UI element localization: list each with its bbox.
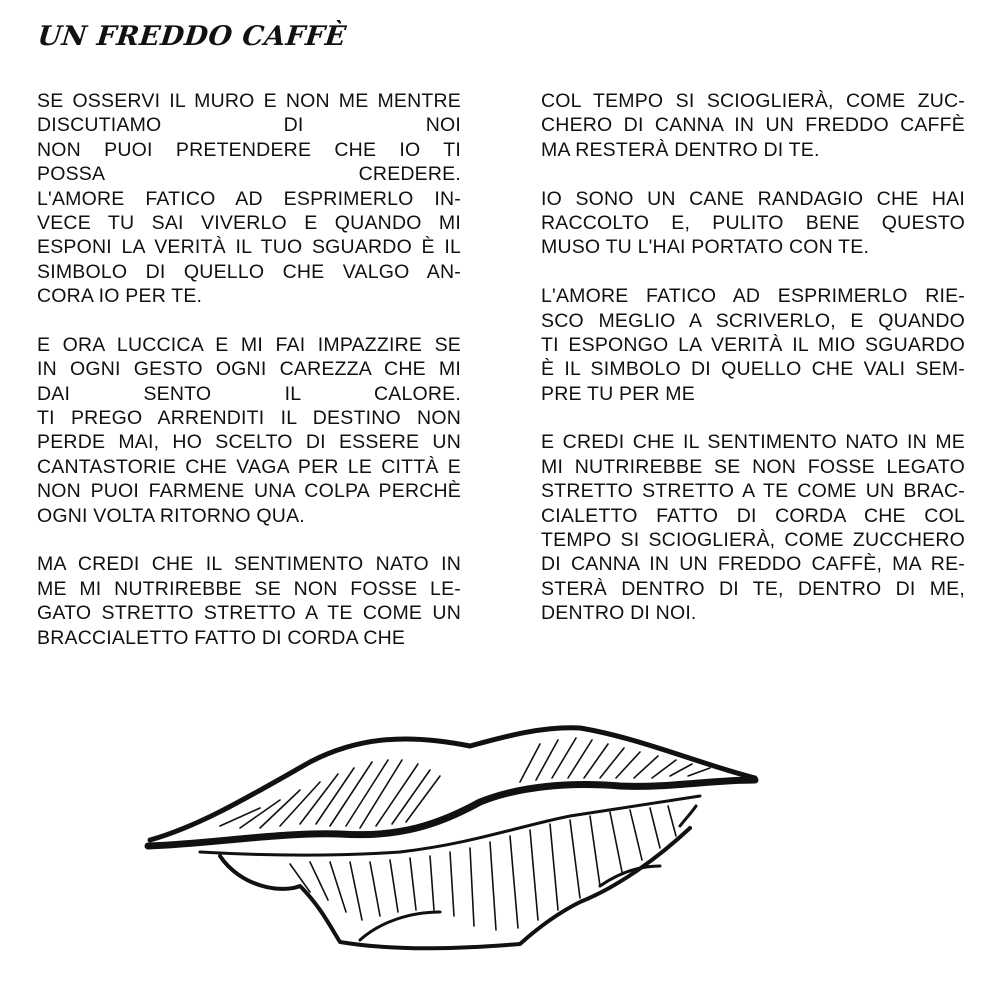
text-line: POSSA CREDERE.: [37, 163, 461, 186]
text-line: CHERO DI CANNA IN UN FREDDO CAFFÈ: [541, 114, 965, 137]
lips-icon: [140, 716, 770, 966]
text-line: CANTASTORIE CHE VAGA PER LE CITTÀ E: [37, 455, 461, 478]
text-line: ME MI NUTRIREBBE SE NON FOSSE LE-: [37, 577, 461, 600]
text-line: TI PREGO ARRENDITI IL DESTINO NON: [37, 407, 461, 430]
text-line: IO SONO UN CANE RANDAGIO CHE HAI: [541, 187, 965, 210]
text-line: MI NUTRIREBBE SE NON FOSSE LEGATO: [541, 455, 965, 478]
text-line: L'AMORE FATICO AD ESPRIMERLO IN-: [37, 187, 461, 210]
page-title: UN FREDDO CAFFÈ: [36, 21, 348, 52]
text-line: È IL SIMBOLO DI QUELLO CHE VALI SEM-: [541, 358, 965, 381]
paragraph: [37, 333, 461, 528]
text-line: DISCUTIAMO DI NOI: [37, 114, 461, 137]
text-line: SCO MEGLIO A SCRIVERLO, E QUANDO: [541, 309, 965, 332]
text-line: ESPONI LA VERITÀ IL TUO SGUARDO È IL: [37, 236, 461, 259]
text-line: TI ESPONGO LA VERITÀ IL MIO SGUARDO: [541, 333, 965, 356]
text-line: DI CANNA IN UN FREDDO CAFFÈ, MA RE-: [541, 553, 965, 576]
text-line: VECE TU SAI VIVERLO E QUANDO MI: [37, 211, 461, 234]
text-line: IN OGNI GESTO OGNI CAREZZA CHE MI: [37, 358, 461, 381]
paragraph: [37, 89, 461, 309]
text-line: PRE TU PER ME: [541, 382, 695, 405]
text-line: E ORA LUCCICA E MI FAI IMPAZZIRE SE: [37, 333, 461, 356]
text-line: STERÀ DENTRO DI TE, DENTRO DI ME,: [541, 577, 965, 600]
text-line: SIMBOLO DI QUELLO CHE VALGO AN-: [37, 260, 461, 283]
text-line: RACCOLTO E, PULITO BENE QUESTO: [541, 211, 965, 234]
paragraph: [541, 284, 965, 406]
text-line: COL TEMPO SI SCIOGLIERÀ, COME ZUC-: [541, 90, 965, 112]
text-line: OGNI VOLTA RITORNO QUA.: [37, 504, 305, 527]
text-line: MA CREDI CHE IL SENTIMENTO NATO IN: [37, 553, 461, 576]
paragraph: [541, 89, 965, 162]
text-line: CORA IO PER TE.: [37, 285, 203, 308]
text-line: NON PUOI FARMENE UNA COLPA PERCHÈ: [37, 480, 461, 503]
text-line: MUSO TU L'HAI PORTATO CON TE.: [541, 236, 870, 259]
text-line: E CREDI CHE IL SENTIMENTO NATO IN ME: [541, 431, 965, 454]
text-line: NON PUOI PRETENDERE CHE IO TI: [37, 138, 461, 161]
text-line: TEMPO SI SCIOGLIERÀ, COME ZUCCHERO: [541, 529, 965, 552]
text-line: DENTRO DI NOI.: [541, 602, 697, 625]
text-line: L'AMORE FATICO AD ESPRIMERLO RIE-: [541, 285, 965, 308]
paragraph: [541, 430, 965, 625]
paragraph: [541, 187, 965, 260]
text-line: MA RESTERÀ DENTRO DI TE.: [541, 138, 820, 161]
text-line: STRETTO STRETTO A TE COME UN BRAC-: [541, 480, 965, 503]
text-line: GATO STRETTO STRETTO A TE COME UN: [37, 602, 461, 625]
text-line: BRACCIALETTO FATTO DI CORDA CHE: [37, 626, 406, 649]
paragraph: [37, 552, 461, 650]
mouth-line: [148, 780, 755, 846]
lower-lip-outline: [220, 828, 690, 948]
right-column: [541, 89, 965, 650]
text-line: PERDE MAI, HO SCELTO DI ESSERE UN: [37, 431, 461, 454]
text-line: SE OSSERVI IL MURO E NON ME MENTRE: [37, 90, 461, 112]
text-line: CIALETTO FATTO DI CORDA CHE COL: [541, 504, 965, 527]
text-line: DAI SENTO IL CALORE.: [37, 382, 461, 405]
left-column: [37, 89, 461, 674]
